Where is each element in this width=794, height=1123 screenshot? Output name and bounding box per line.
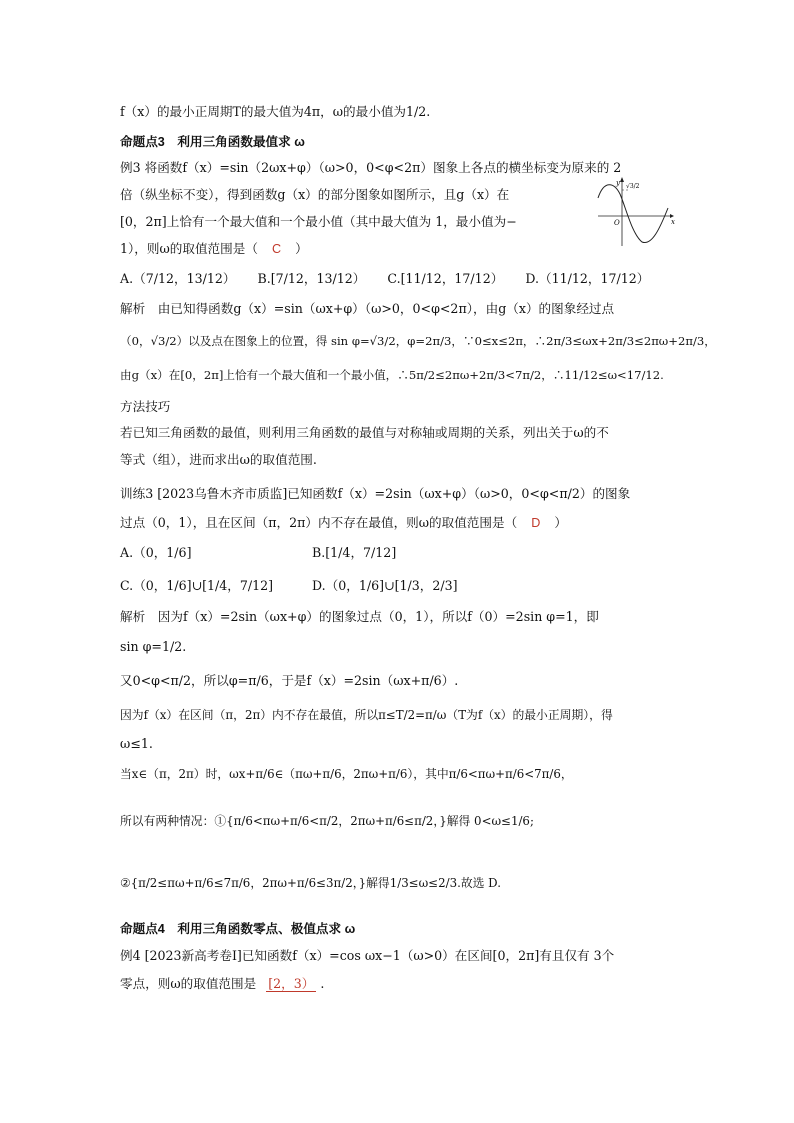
option-a: A.（7/12，13/12） [120, 271, 236, 286]
origin-label: O [614, 219, 620, 227]
solution-t3-line-2: sin φ=1/2. [120, 639, 187, 654]
sine-curve [598, 185, 668, 243]
option-c: C.（0，1/6]∪[1/4，7/12] [120, 578, 274, 593]
line-1: f（x）的最小正周期T的最大值为4π，ω的最小值为1/2. [120, 104, 431, 119]
option-b: B.[1/4，7/12] [312, 545, 397, 560]
paren-close: ） [554, 515, 567, 530]
example-3-line-2: 倍（纵坐标不变），得到函数g（x）的部分图象如图所示，且g（x）在 [120, 187, 510, 202]
option-b: B.[7/12，13/12） [257, 271, 366, 286]
x-label: x [671, 218, 675, 226]
example-4-line-1: 例4 [2023新高考卷Ⅰ]已知函数f（x）=cos ωx−1（ω>0）在区间[0，2π]有且仅有 3个 [120, 948, 615, 963]
section-title-3: 命题点3 利用三角函数最值求 ω [120, 135, 305, 149]
y-label: y [616, 179, 620, 187]
answer-d: D [531, 516, 541, 530]
sine-graph [596, 176, 676, 248]
options-row-1 [120, 270, 649, 288]
solution-t3-line-1: 解析 因为f（x）=2sin（ωx+φ）的图象过点（0，1），所以f（0）=2sin φ=1，即 [120, 609, 599, 624]
option-d: D.（0，1/6]∪[1/3，2/3] [312, 578, 458, 593]
options-row-2 [120, 544, 397, 562]
question-text: 过点（0，1），且在区间（π，2π）内不存在最值，则ω的取值范围是（ [120, 515, 518, 530]
example-3-line-3: [0，2π]上恰有一个最大值和一个最小值（其中最大值为 1，最小值为− [120, 214, 517, 229]
solution-3-line-1: 解析 由已知得函数g（x）=sin（ωx+φ）（ω>0，0<φ<2π），由g（x）的图象经过点 [120, 301, 615, 316]
solution-t3-line-3: 又0<φ<π/2，所以φ=π/6，于是f（x）=2sin（ωx+π/6）. [120, 673, 459, 688]
period: . [320, 976, 325, 991]
method-tips-line-1: 若已知三角函数的最值，则利用三角函数的最值与对称轴或周期的关系，列出关于ω的不 [120, 425, 609, 440]
question-text: 1），则ω的取值范围是（ [120, 241, 258, 256]
solution-t3-case-2: ②{π/2≤πω+π/6≤7π/6，2πω+π/6≤3π/2，}解得1/3≤ω≤2/3.故选 D. [120, 876, 501, 890]
solution-t3-line-5: ω≤1. [120, 736, 153, 751]
paren-close: ） [295, 241, 308, 256]
example-3-line-4 [120, 240, 308, 258]
example-3-line-1: 例3 将函数f（x）=sin（2ωx+φ）（ω>0，0<φ<2π）图象上各点的横坐标变为原来的 2 [120, 160, 622, 175]
options-row-3 [120, 577, 458, 595]
example-4-line-2 [120, 975, 324, 993]
solution-3-line-3: 由g（x）在[0，2π]上恰有一个最大值和一个最小值，∴5π/2≤2πω+2π/3<7π/2，∴11/12≤ω<17/12. [120, 368, 664, 382]
solution-t3-case-1: 所以有两种情况：①{π/6<πω+π/6<π/2，2πω+π/6≤π/2，}解得 0<ω≤1/6; [120, 814, 534, 828]
point-label: √3/2 [626, 183, 640, 190]
section-title-4: 命题点4 利用三角函数零点、极值点求 ω [120, 922, 356, 936]
training-3-line-1: 训练3 [2023乌鲁木齐市质监]已知函数f（x）=2sin（ωx+φ）（ω>0，0<φ<π/2）的图象 [120, 486, 631, 501]
solution-t3-line-4: 因为f（x）在区间（π，2π）内不存在最值，所以π≤T/2=π/ω（T为f（x）的最小正周期），得 [120, 708, 613, 722]
y-axis-arrow [620, 177, 624, 182]
method-tips-title: 方法技巧 [120, 399, 171, 414]
training-3-line-2 [120, 514, 567, 532]
answer-c: C [271, 242, 282, 256]
option-c: C.[11/12，17/12） [387, 271, 504, 286]
option-a: A.（0，1/6] [120, 545, 192, 560]
option-d: D.（11/12，17/12） [525, 271, 650, 286]
method-tips-line-2: 等式（组），进而求出ω的取值范围. [120, 452, 317, 467]
question-text: 零点，则ω的取值范围是 [120, 976, 257, 991]
solution-3-line-2: （0，√3/2）以及点在图象上的位置，得 sin φ=√3/2，φ=2π/3，∵0≤x≤2π，∴2π/3≤ωx+2π/3≤2πω+2π/3， [120, 334, 716, 348]
solution-t3-line-6: 当x∈（π，2π）时，ωx+π/6∈（πω+π/6，2πω+π/6），其中π/6<πω+π/6<7π/6， [120, 767, 573, 781]
answer-blank: [2，3） [268, 976, 315, 991]
